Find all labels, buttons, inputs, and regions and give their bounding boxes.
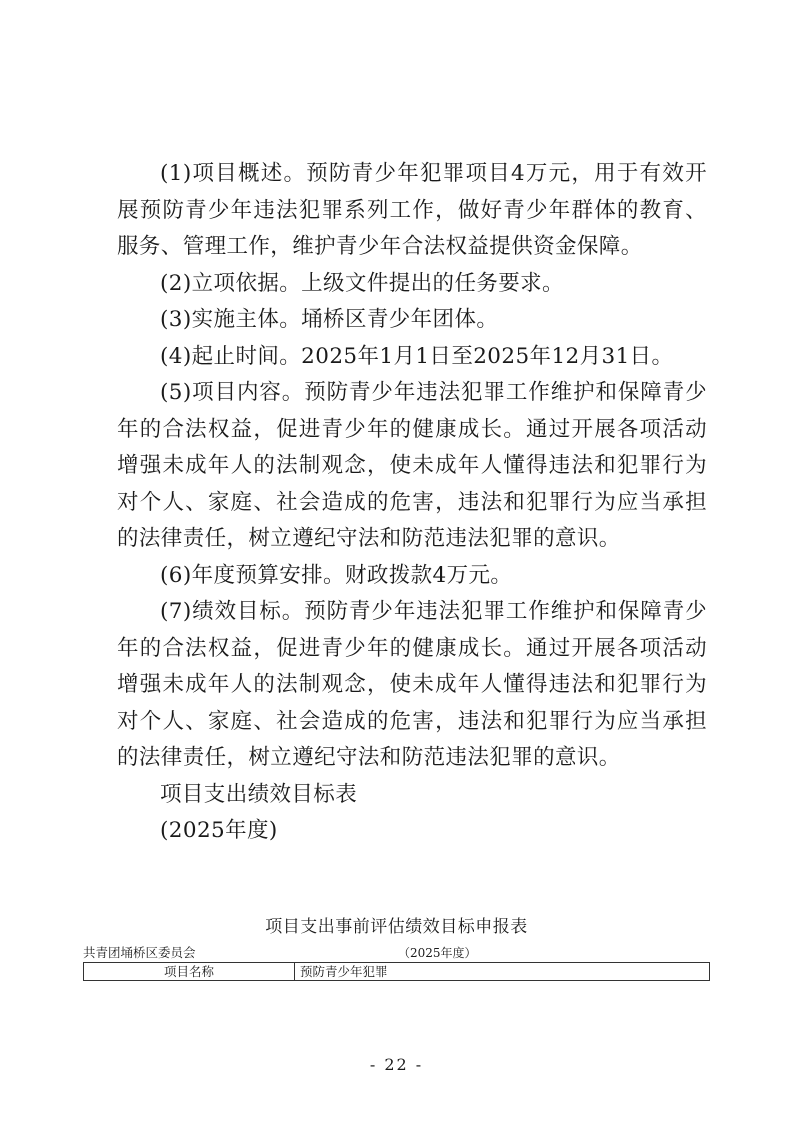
table-label-cell: 项目名称 (84, 963, 295, 980)
table-year: （2025年度） (398, 946, 477, 960)
body-text (117, 156, 707, 850)
table-title: 项目支出事前评估绩效目标申报表 (265, 917, 528, 937)
table-value-cell: 预防青少年犯罪 (300, 964, 388, 979)
paragraph-overview: (1)项目概述。预防青少年犯罪项目4万元，用于有效开展预防青少年违法犯罪系列工作，做好青少年群体的教育、服务、管理工作，维护青少年合法权益提供资金保障。 (117, 161, 707, 259)
paragraph-implementer: (3)实施主体。埇桥区青少年团体。 (160, 307, 499, 332)
paragraph-budget: (6)年度预算安排。财政拨款4万元。 (160, 562, 513, 588)
paragraph-table-year: (2025年度) (160, 818, 278, 843)
page-number: - 22 - (369, 1055, 424, 1074)
paragraph-goals: (7)绩效目标。预防青少年违法犯罪工作维护和保障青少年的合法权益，促进青少年的健康成长。通过开展各项活动增强未成年人的法制观念，使未成年人懂得违法和犯罪行为对个人、家庭、社会造成的危害，违法和犯罪行为应当承担的法律责任，树立遵纪守法和防范违法犯罪的意识。 (117, 599, 707, 770)
paragraph-period: (4)起止时间。2025年1月1日至2025年12月31日。 (160, 343, 674, 369)
paragraph-content: (5)项目内容。预防青少年违法犯罪工作维护和保障青少年的合法权益，促进青少年的健康成长。通过开展各项活动增强未成年人的法制观念，使未成年人懂得违法和犯罪行为对个人、家庭、社会造成的危害，违法和犯罪行为应当承担的法律责任，树立遵纪守法和防范违法犯罪的意识。 (117, 380, 707, 551)
target-table (83, 962, 710, 981)
paragraph-basis: (2)立项依据。上级文件提出的任务要求。 (160, 270, 564, 296)
organization-name: 共青团埇桥区委员会 (83, 945, 196, 960)
paragraph-table-heading: 项目支出绩效目标表 (160, 781, 358, 807)
